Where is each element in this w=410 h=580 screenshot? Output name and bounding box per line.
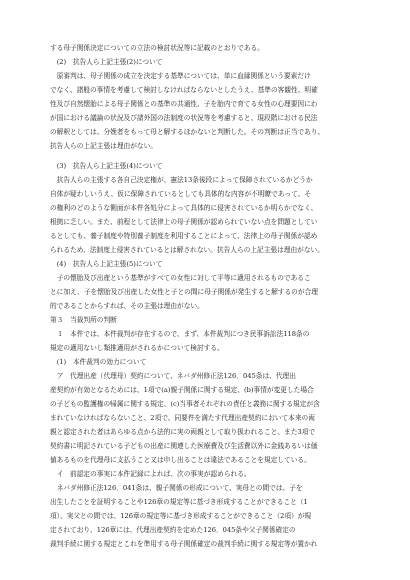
- body-line: 抗告人らの上記主張は理由がない。: [50, 142, 157, 150]
- body-line: 親と認定された者はあらゆる点から法的に実の両親として取り扱われること、また3項で: [50, 428, 316, 436]
- body-line: の子どもの監護権の帰属に関する規定、(c)当事者それぞれの責任と義務に関する規定が含: [50, 400, 320, 408]
- section-heading: (3) 抗告人ら上記主張(4)について: [56, 162, 163, 170]
- body-line: 抗告人らの主張する各自己決定権が、憲法13条後段によって保障されているかどうか: [56, 176, 313, 184]
- body-line: ネバダ州修正法126．041条は、親子関係の形成について、実母との間では、子を: [56, 484, 303, 492]
- section-heading: (4) 抗告人ら上記主張(5)について: [56, 260, 163, 268]
- body-line: 根拠に乏しい。また、前程として法律上の母子関係が認められていない点を問題としてい: [50, 218, 318, 226]
- body-line: が国における議論の状況及び諸外国の法制度の状況等を考慮すると、現段階における民法: [50, 114, 318, 122]
- body-line: 産契約が有効となるためには、1項で(a)親子関係に関する規定、(b)事情が変更した場合: [50, 386, 314, 394]
- body-line: 値あるものを代理母に支払うこと又は申し出ることは違法であることを規定している。: [50, 456, 311, 464]
- body-line: るとしても、養子制度や特別養子制度を利用することによって、法律上の母子関係が認め: [50, 232, 318, 240]
- body-line: 子の懐胎及び出産という基準がすべての女性に対して平等に適用されるものであるこ: [56, 274, 311, 282]
- body-line: 契約書に明記されている子どもの出産に関連した医療費及び生活費以外に金銭あるいは価: [50, 442, 318, 450]
- body-line: 項）、実父との間では、126章の規定等に基づき形成することができること（2項）が規: [50, 512, 312, 520]
- body-line: の権利のどのような側面が本件各処分によって具体的に侵害されているか明らかでなく、: [50, 204, 318, 212]
- body-line: 出生したことを証明することや126章の規定等に基づき形成することができること（1: [50, 498, 308, 506]
- body-line: 自体が疑わしいうえ、仮に保障されているとしても具体的な内容が不明瞭であって、そ: [50, 190, 312, 198]
- section-heading: イ 前認定の事実に本件記録によれば、次の事実が認められる。: [56, 470, 251, 478]
- body-line: 的であることからすれば、その主張は理由がない。: [50, 302, 204, 310]
- body-line: でなく、諸般の事情を考慮して検討しなければならないとしたうえ、基準の客観性、明確: [50, 86, 318, 94]
- body-line: ア 代理出産（代理母）契約について、ネバダ州修正法126．045条は、代理出: [56, 372, 296, 380]
- section-heading: (1) 本件裁判の効力について: [56, 358, 147, 366]
- section-heading: (2) 抗告人ら上記主張(2)について: [56, 58, 163, 66]
- body-line: られるため、法制度上侵害されているとは解されない。抗告人らの上記主張は理由がない。: [50, 246, 324, 254]
- body-line: 定されており、126章には、代理出産契約を定めた126．045条や父子関係確定の: [50, 526, 296, 534]
- chapter-heading: 第３ 当裁判所の判断: [50, 316, 117, 324]
- body-line: する母子関係決定についての立法の検討状況等に記載のとおりである。: [50, 44, 264, 52]
- body-line: とに加え、子を懐胎及び出産した女性と子との間に母子関係が発生すると解するのが合理: [50, 288, 318, 296]
- body-line: １ 本件では、本件裁判が存在するので、まず、本件裁判につき民事訴訟法118条の: [56, 330, 310, 338]
- body-line: まれていなければならないこと、2項で、同要件を満たす代理出産契約において本来の両: [50, 414, 315, 422]
- body-line: 裁判手続に関する規定とこれを準用する母子関係確定の裁判手続に関する規定等が置かれ: [50, 540, 318, 548]
- body-line: 規定の適用ないし類推適用がされるかについて検討する。: [50, 344, 224, 352]
- body-line: の解釈としては、分娩者をもって母と解するほかないと判断した。その判断は正当であり、: [50, 128, 325, 136]
- body-line: 性及び自然懐胎による母子関係との基準の共通性、子を胎内で育てる女性の心理要因にわ: [50, 100, 318, 108]
- body-line: 原審判は、母子関係の成立を決定する基準については、単に血縁関係という要素だけ: [56, 72, 311, 80]
